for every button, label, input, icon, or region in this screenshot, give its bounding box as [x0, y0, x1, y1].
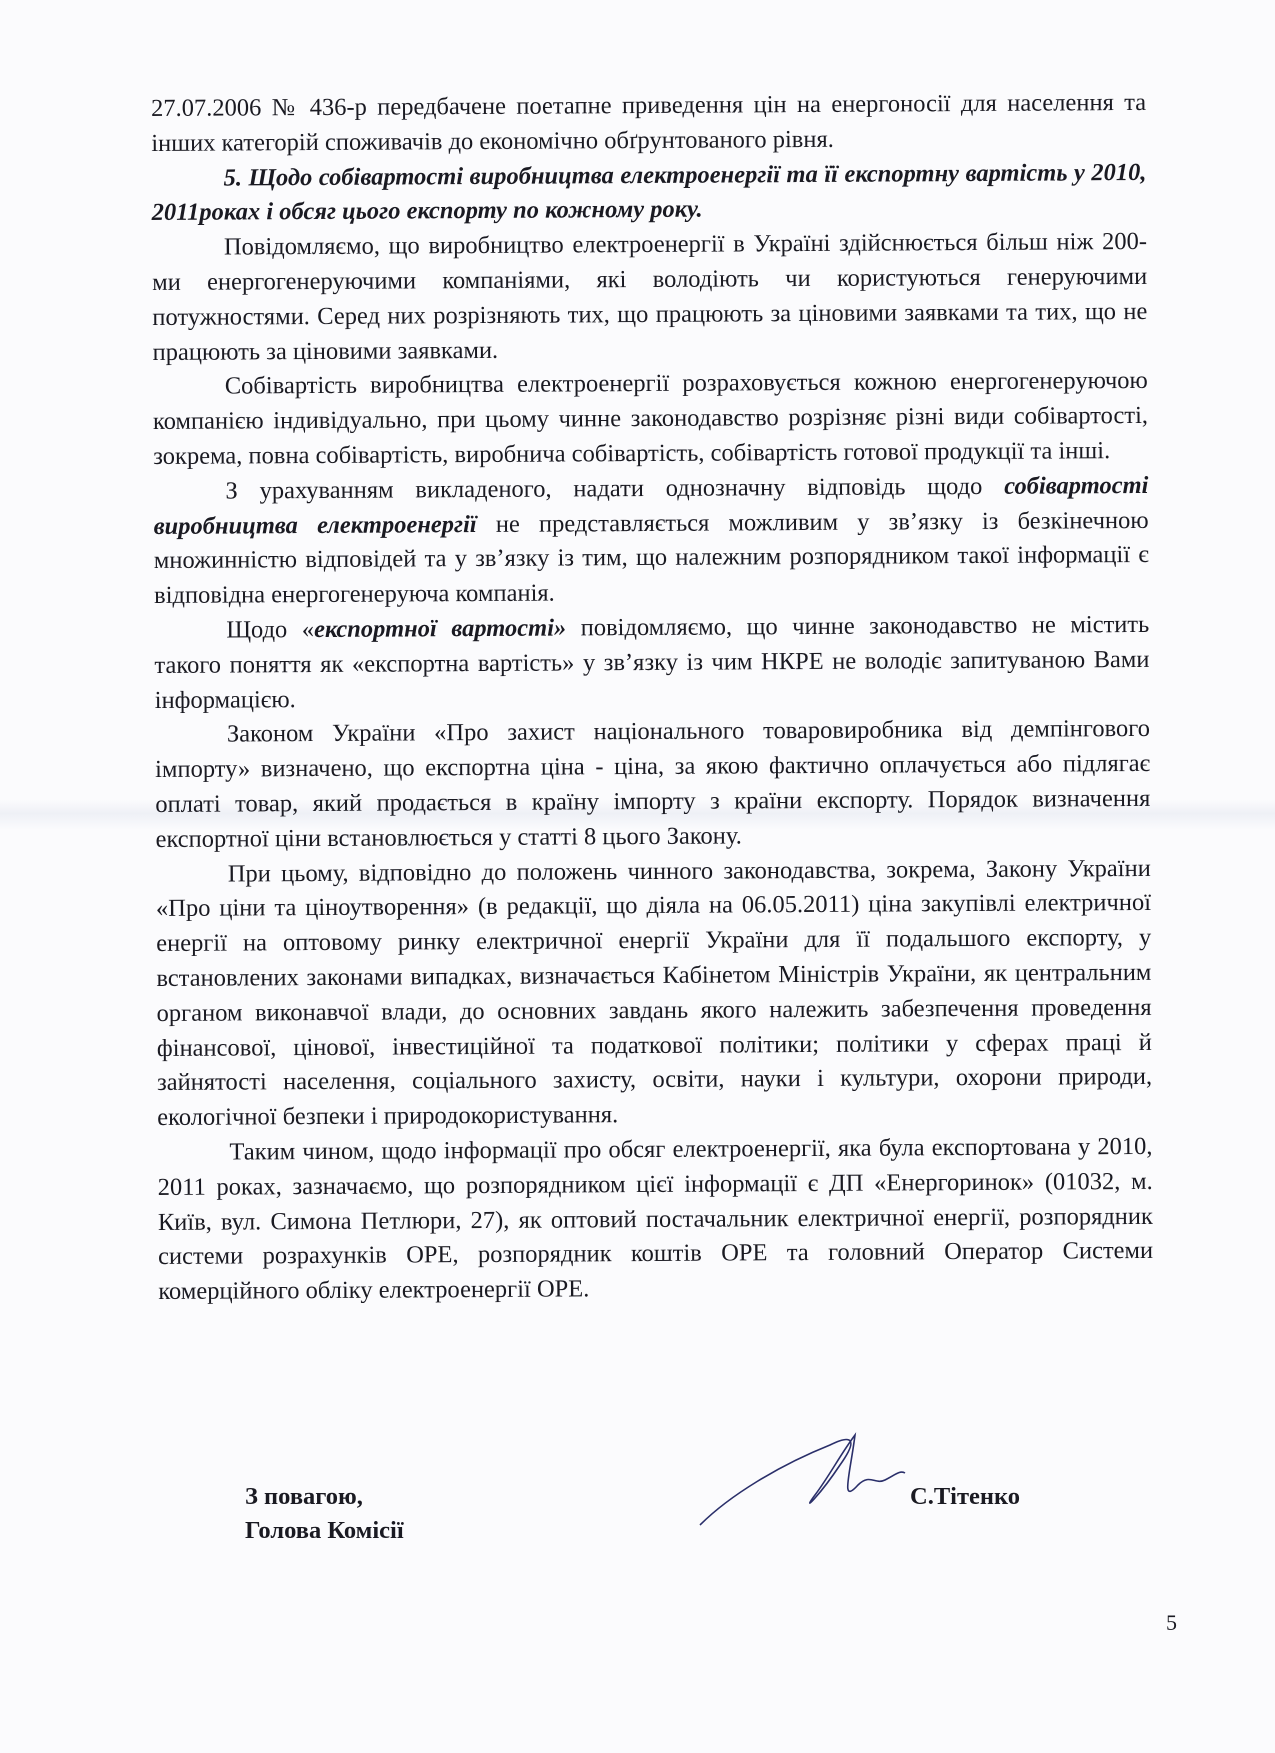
paragraph	[156, 851, 1153, 1135]
emphasized-text: собівартості виробництва електроенергії	[153, 471, 1149, 540]
paragraph	[151, 86, 1146, 162]
text-segment: Собівартість виробництва електроенергії розраховується кожною енергогенеруючою компанією індивідуально, при цьому чинне законодавство розрізняє різні види собівартості, зокрема, повна собівартість, виробнича собівартість, собівартість готової продукції та інші.	[152, 367, 1149, 470]
paragraph	[154, 608, 1150, 718]
text-segment: не представляється можливим у зв’язку із безкінечною множинністю відповідей та у зв’язку із тим, що належним розпорядником такої інформації є відповідна енергогенеруюча компанія.	[153, 506, 1149, 610]
text-segment: Законом України «Про захист національного товаровиробника від демпінгового імпорту» визначено, що експортна ціна - ціна, за якою фактично оплачується або підлягає оплаті товар, який продається в країну імпорту з країни експорту. Порядок визначення експортної ціни встановлюється у статті 8 цього Закону.	[155, 715, 1151, 853]
signature-block-left	[245, 1480, 404, 1548]
document-body	[151, 86, 1153, 1310]
page-number: 5	[1166, 1610, 1177, 1635]
text-segment: З урахуванням викладеного, надати однозначну відповідь щодо	[225, 472, 1005, 505]
section-heading	[151, 156, 1146, 232]
closing: З повагою,	[245, 1483, 363, 1510]
emphasized-text: 5. Щодо собівартості виробництва електроенергії та її експортну вартість у 2010, 2011роках і обсяг цього експорту по кожному року.	[151, 158, 1147, 227]
text-segment: 27.07.2006 № 436-р передбачене поетапне приведення цін на енергоносії для населення та інших категорій споживачів до економічно обґрунтованого рівня.	[151, 88, 1147, 157]
text-segment: Щодо «	[226, 615, 315, 644]
paragraph	[155, 712, 1151, 857]
signer-position: Голова Комісії	[245, 1517, 404, 1544]
text-segment: Таким чином, щодо інформації про обсяг електроенергії, яка була експортована у 2010, 2011 роках, зазначаємо, що розпорядником цієї інформації є ДП «Енергоринок» (01032, м. Київ, вул. Симона Петлюри, 27), як оптовий постачальник електричної енергії, розпорядник системи розрахунків ОРЕ, розпорядник коштів ОРЕ та головний Оператор Системи комерційного обліку електроенергії ОРЕ.	[157, 1132, 1154, 1306]
paragraph	[152, 225, 1148, 370]
text-segment: Повідомляємо, що виробництво електроенергії в Україні здійснюється більш ніж 200-ми енергогенеруючими компаніями, які володіють чи користуються генеруючими потужностями. Серед них розрізняють тих, що працюють за ціновими заявками та тих, що не працюють за ціновими заявками.	[152, 228, 1148, 366]
paragraph	[153, 364, 1149, 474]
text-segment: При цьому, відповідно до положень чинного законодавства, зокрема, Закону України «Про ціни та ціноутворення» (в редакції, що діяла на 06.05.2011) ціна закупівлі електричної енергії на оптовому ринку електричної енергії України для її подальшого експорту, у встановлених законами випадках, визначається Кабінетом Міністрів України, як центральним органом виконавчої влади, до основних завдань якого належить забезпечення проведення фінансової, цінової, інвестиційної та податкової політики; політики у сферах праці й зайнятості населення, соціального захисту, освіти, науки і культури, охорони природи, екологічної безпеки і природокористування.	[155, 854, 1153, 1132]
paragraph	[153, 469, 1149, 614]
paragraph	[157, 1130, 1153, 1310]
emphasized-text: експортної вартості»	[313, 614, 567, 643]
text-segment: повідомляємо, що чинне законодавство не містить такого поняття як «експортна вартість» у зв’язку із чим НКРЕ не володіє запитуваною Вами інформацією.	[154, 610, 1150, 714]
signer-name: С.Тітенко	[910, 1483, 1021, 1510]
